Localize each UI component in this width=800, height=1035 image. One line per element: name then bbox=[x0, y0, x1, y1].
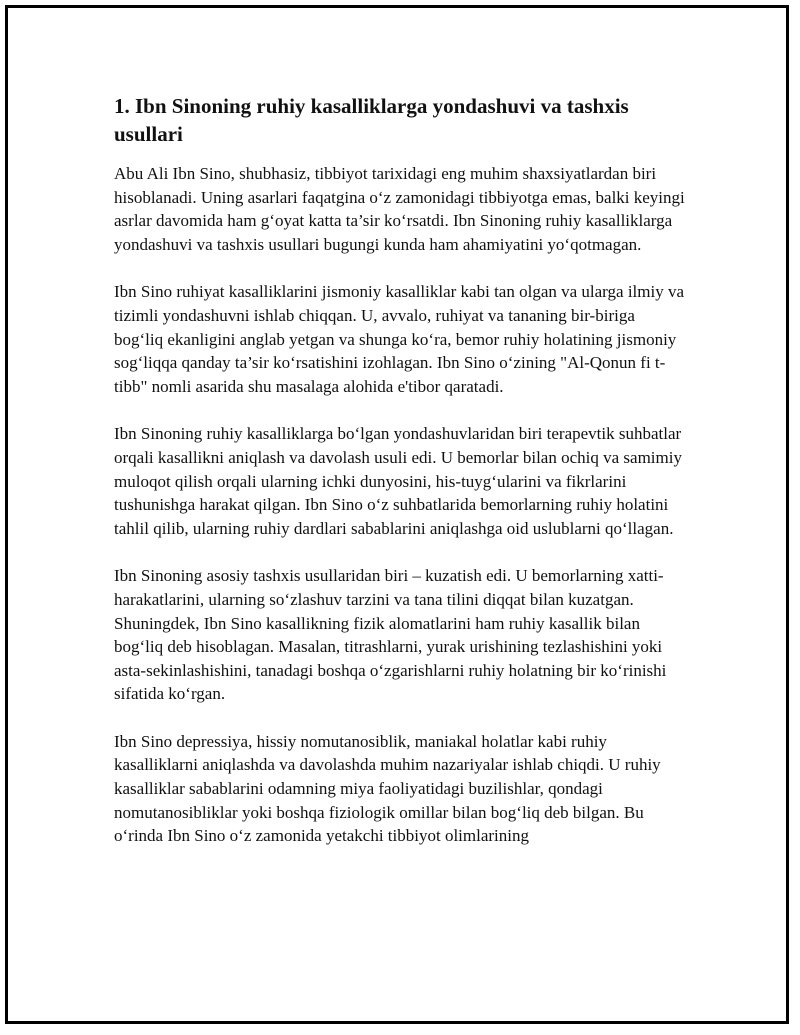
paragraph-1: Abu Ali Ibn Sino, shubhasiz, tibbiyot tarixidagi eng muhim shaxsiyatlardan biri hisoblanadi. Uning asarlari faqatgina o‘z zamonidagi tibbiyotga emas, balki keyingi asrlar davomida ham g‘oyat katta ta’sir ko‘rsatdi. Ibn Sinoning ruhiy kasalliklarga yondashuvi va tashxis usullari bugungi kunda ham ahamiyatini yo‘qotmagan. bbox=[114, 164, 685, 254]
document-body bbox=[114, 92, 686, 872]
section-heading: 1. Ibn Sinoning ruhiy kasalliklarga yondashuvi va tashxis usullari bbox=[114, 94, 629, 146]
paragraph-4: Ibn Sinoning asosiy tashxis usullaridan biri – kuzatish edi. U bemorlarning xatti-harakatlarini, ularning so‘zlashuv tarzini va tana tilini diqqat bilan kuzatgan. Shuningdek, Ibn Sino kasallikning fizik alomatlarini ham ruhiy kasallik bilan bog‘liq deb hisoblagan. Masalan, titrashlarni, yurak urishining tezlashishini yoki asta-sekinlashishini, tanadagi boshqa o‘zgarishlarni ruhiy holatning bir ko‘rinishi sifatida ko‘rgan. bbox=[114, 566, 667, 704]
paragraph-3: Ibn Sinoning ruhiy kasalliklarga bo‘lgan yondashuvlaridan biri terapevtik suhbatlar orqali kasallikni aniqlash va davolash usuli edi. U bemorlar bilan ochiq va samimiy muloqot qilish orqali ularning ichki dunyosini, his-tuyg‘ularini va fikrlarini tushunishga harakat qilgan. Ibn Sino o‘z suhbatlarida bemorlarning ruhiy holatini tahlil qilib, ularning ruhiy dardlari sabablarini aniqlashga oid uslublarni qo‘llagan. bbox=[114, 424, 682, 538]
paragraph-5: Ibn Sino depressiya, hissiy nomutanosiblik, maniakal holatlar kabi ruhiy kasalliklarni aniqlashda va davolashda muhim nazariyalar ishlab chiqdi. U ruhiy kasalliklar sabablarini odamning miya faoliyatidagi buzilishlar, qondagi nomutanosibliklar yoki boshqa fiziologik omillar bilan bog‘liq deb bilgan. Bu o‘rinda Ibn Sino o‘z zamonida yetakchi tibbiyot olimlarining bbox=[114, 731, 661, 846]
paragraph-2: Ibn Sino ruhiyat kasalliklarini jismoniy kasalliklar kabi tan olgan va ularga ilmiy va tizimli yondashuvni ishlab chiqqan. U, avvalo, ruhiyat va tananing bir-biriga bog‘liq ekanligini anglab yetgan va shunga ko‘ra, bemor ruhiy holatining jismoniy sog‘liqqa qanday ta’sir ko‘rsatishini izohlagan. Ibn Sino o‘zining "Al-Qonun fi t-tibb" nomli asarida shu masalaga alohida e'tibor qaratadi. bbox=[114, 282, 685, 396]
